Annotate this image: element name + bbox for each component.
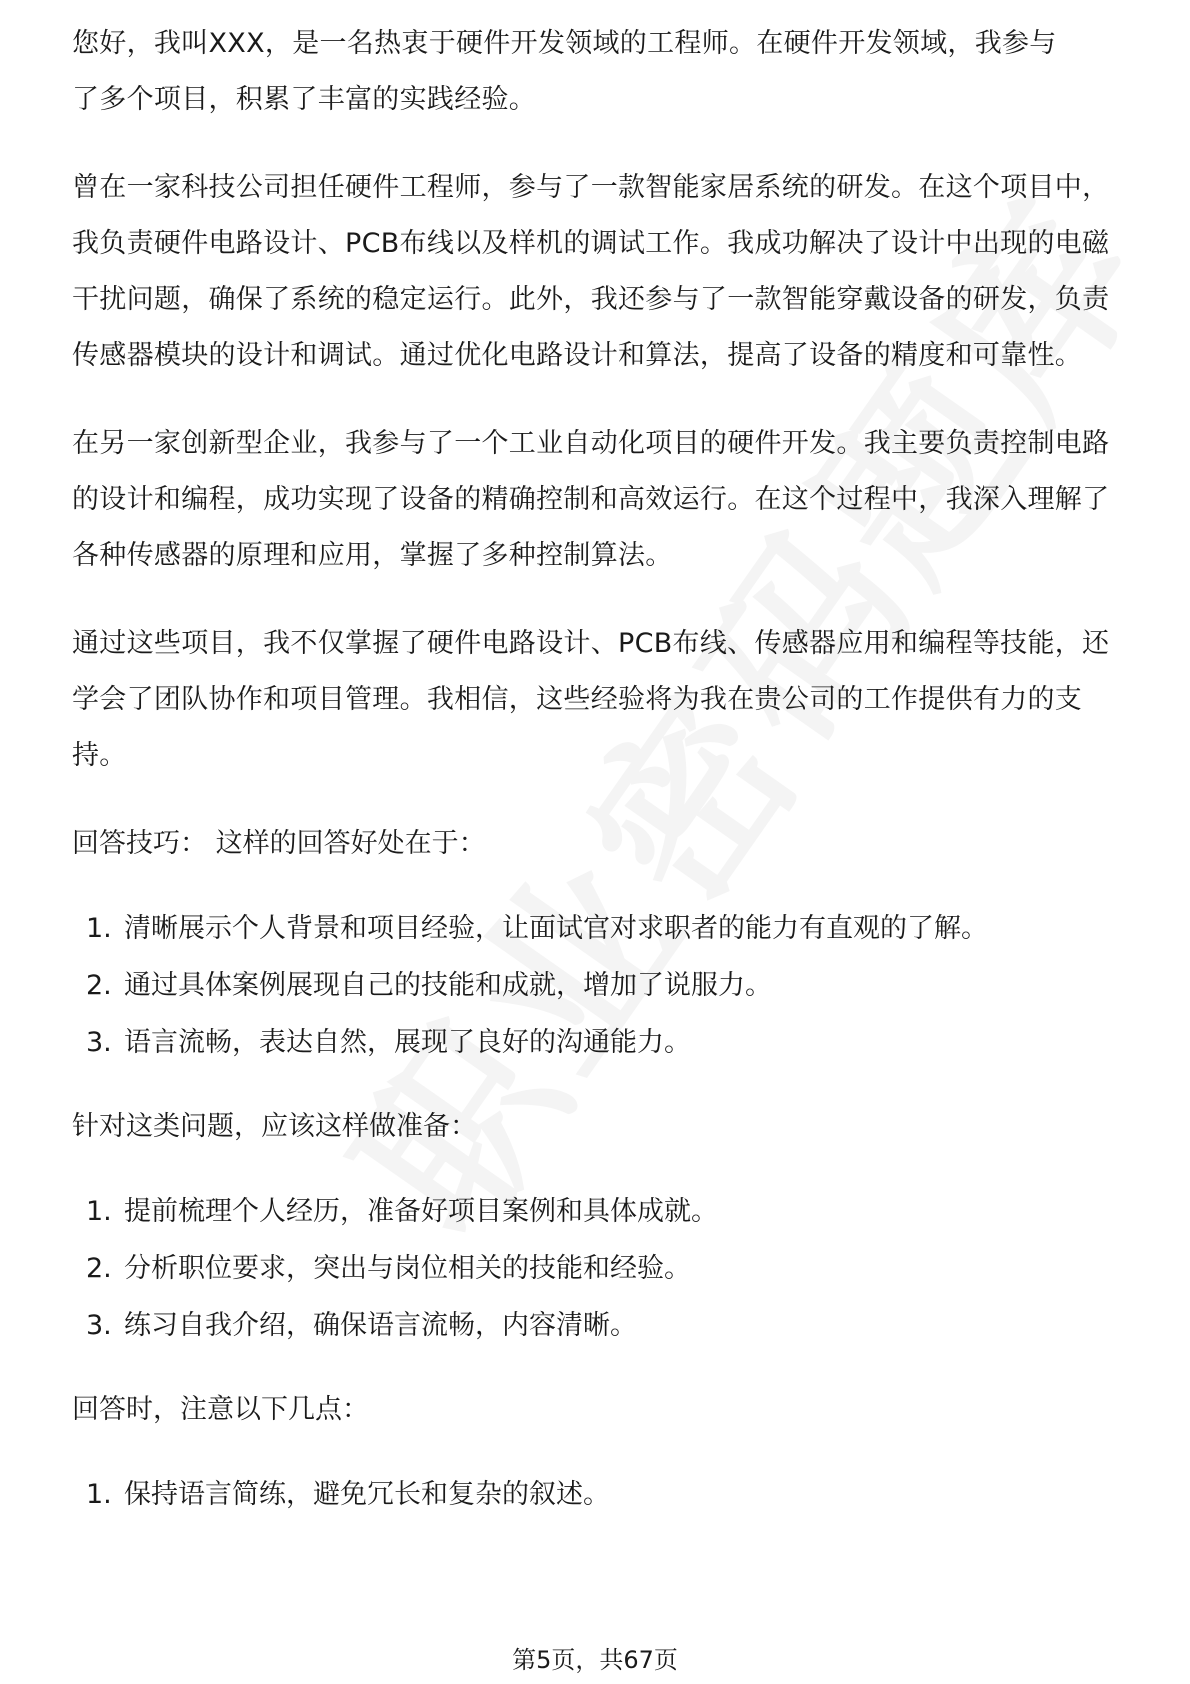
page-number: 第5页，共67页: [512, 1646, 678, 1674]
intro-paragraph: [72, 22, 1120, 128]
list-item: 1. 提前梳理个人经历，准备好项目案例和具体成就。: [86, 1196, 718, 1227]
notes-heading: 回答时，注意以下几点：: [72, 1394, 369, 1425]
document-content: [72, 28, 1120, 1523]
notes-list: [72, 1466, 1120, 1523]
list-item: 3. 练习自我介绍，确保语言流畅，内容清晰。: [86, 1310, 637, 1341]
paragraph-1: 曾在一家科技公司担任硬件工程师，参与了一款智能家居系统的研发。在这个项目中，我负责硬件电路设计、PCB布线以及样机的调试工作。我成功解决了设计中出现的电磁干扰问题，确保了系统的稳定运行。此外，我还参与了一款智能穿戴设备的研发，负责传感器模块的设计和调试。通过优化电路设计和算法，提高了设备的精度和可靠性。: [72, 172, 1110, 371]
list-item: 3. 语言流畅，表达自然，展现了良好的沟通能力。: [86, 1027, 691, 1058]
list-item: 2. 分析职位要求，突出与岗位相关的技能和经验。: [86, 1253, 691, 1284]
intro-line-2: 了多个项目，积累了丰富的实践经验。: [72, 84, 537, 115]
list-item: 1. 保持语言简练，避免冗长和复杂的叙述。: [86, 1479, 610, 1510]
list-item: 1. 清晰展示个人背景和项目经验，让面试官对求职者的能力有直观的了解。: [86, 913, 988, 944]
tips-heading: 回答技巧： 这样的回答好处在于：: [72, 828, 486, 859]
paragraph-3: 通过这些项目，我不仅掌握了硬件电路设计、PCB布线、传感器应用和编程等技能，还学会了团队协作和项目管理。我相信，这些经验将为我在贵公司的工作提供有力的支持。: [72, 628, 1110, 771]
list-item: 2. 通过具体案例展现自己的技能和成就，增加了说服力。: [86, 970, 772, 1001]
tips-list: [72, 900, 1120, 1071]
prep-heading: 针对这类问题，应该这样做准备：: [72, 1111, 477, 1142]
intro-partial-line: 您好，我叫XXX，是一名热衷于硬件开发领域的工程师。在硬件开发领域，我参与: [72, 28, 1057, 59]
prep-list: [72, 1183, 1120, 1354]
paragraph-2: 在另一家创新型企业，我参与了一个工业自动化项目的硬件开发。我主要负责控制电路的设计和编程，成功实现了设备的精确控制和高效运行。在这个过程中，我深入理解了各种传感器的原理和应用，掌握了多种控制算法。: [72, 428, 1110, 571]
